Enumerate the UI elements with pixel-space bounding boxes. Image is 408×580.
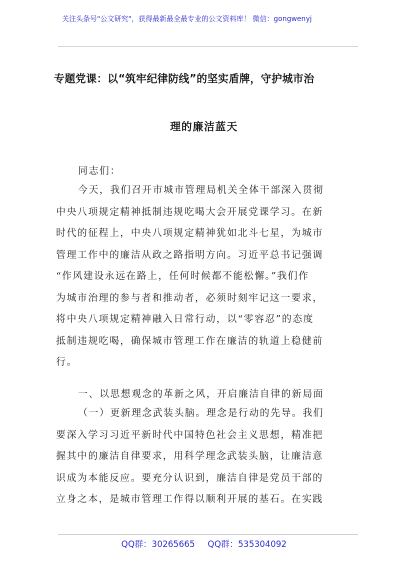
- footer: [0, 538, 408, 550]
- greeting: 同志们：: [78, 166, 121, 177]
- paragraph-line: 管理工作中的廉洁从政之路指明方向。习近平总书记强调: [56, 249, 324, 261]
- paragraph-line: 将中央八项规定精神融入日常行动，以“零容忍”的态度: [56, 314, 314, 325]
- paragraph-line: “作风建设永远在路上，任何时候都不能松懈。”我们作: [56, 271, 310, 282]
- paragraph-line: 时代的征程上，中央八项规定精神犹如北斗七星，为城市: [56, 228, 324, 239]
- paragraph-line: 中央八项规定精神抵制违规吃喝大会开展党课学习。在新: [56, 206, 324, 218]
- section-heading: 一、以思想观念的革新之风，开启廉洁自律的新局面: [78, 389, 324, 400]
- paragraph-2: [56, 403, 356, 511]
- document-title-line-2: 理的廉洁蓝天: [170, 121, 238, 133]
- footer-qq-group-2: QQ群：535304092: [207, 540, 287, 550]
- paragraph-line: 今天，我们召开市城市管理局机关全体干部深入贯彻: [78, 185, 324, 196]
- paragraph-line: 握其中的廉洁自律要求，用科学理念武装头脑，让廉洁意: [56, 451, 324, 462]
- paragraph-line: 要深入学习习近平新时代中国特色社会主义思想，精准把: [56, 429, 324, 441]
- header-divider: [58, 46, 358, 47]
- paragraph-line: 识成为本能反应。要充分认识到，廉洁自律是党员干部的: [56, 472, 324, 484]
- paragraph-1: [56, 180, 356, 374]
- header-banner: 关注头条号"公文研究"，获得最新最全最专业的公文资料库！ 微信：gongwenyj: [62, 15, 312, 23]
- paragraph-line: 行。: [56, 357, 78, 368]
- paragraph-line: 抵制违规吃喝，确保城市管理工作在廉洁的轨道上稳健前: [56, 335, 324, 347]
- document-title-line-1: 专题党课：以“筑牢纪律防线”的坚实盾牌，守护城市治: [54, 73, 315, 85]
- paragraph-line: （一）更新理念武装头脑。理念是行动的先导。我们: [78, 408, 324, 419]
- footer-divider: [58, 534, 358, 535]
- paragraph-line: 为城市治理的参与者和推动者，必须时刻牢记这一要求，: [56, 292, 324, 304]
- paragraph-line: 立身之本，是城市管理工作得以顺利开展的基石。在实践: [56, 494, 324, 505]
- footer-qq-group-1: QQ群：30265665: [121, 540, 195, 550]
